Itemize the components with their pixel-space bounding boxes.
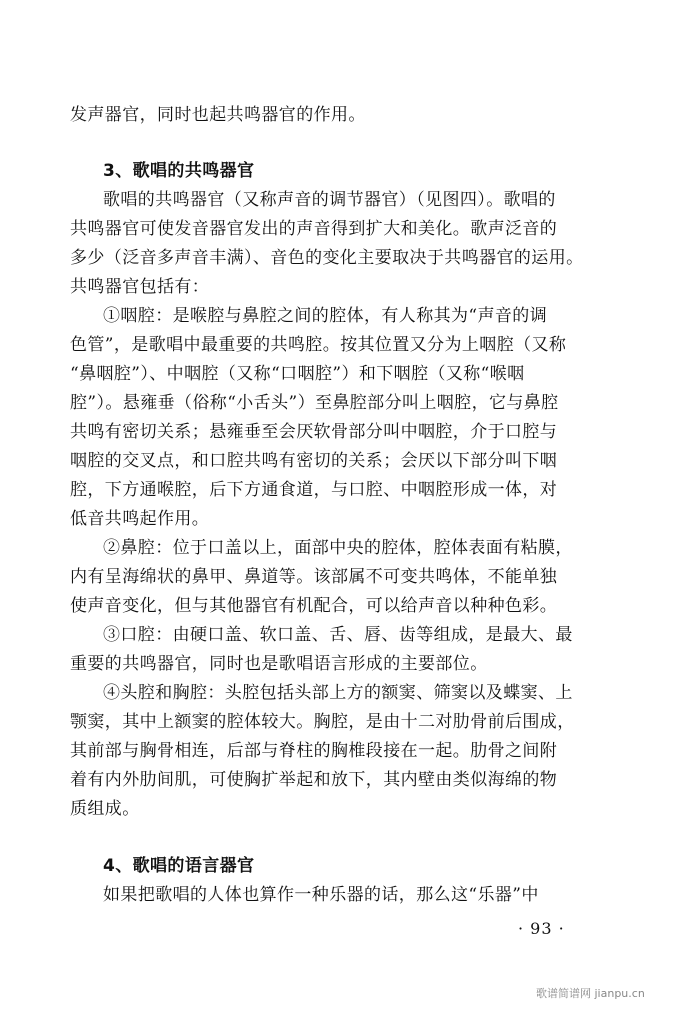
paragraph-line: 颚窦，其中上额窦的腔体较大。胸腔，是由十二对肋骨前后围成， [70, 712, 575, 732]
paragraph-line: 其前部与胸骨相连，后部与脊柱的胸椎段接在一起。肋骨之间附 [70, 741, 558, 761]
paragraph-line: 重要的共鸣器官，同时也是歌唱语言形成的主要部位。 [70, 654, 488, 674]
paragraph-line: 咽腔的交叉点，和口腔共鸣有密切的关系；会厌以下部分叫下咽 [70, 451, 558, 471]
paragraph-line: 共鸣有密切关系；悬雍垂至会厌软骨部分叫中咽腔，介于口腔与 [70, 422, 558, 442]
paragraph-line: 着有内外肋间肌，可使胸扩举起和放下，其内壁由类似海绵的物 [70, 770, 558, 790]
section-heading-resonance: 3、歌唱的共鸣器官 [103, 161, 255, 181]
paragraph-line: ③口腔：由硬口盖、软口盖、舌、唇、齿等组成，是最大、最 [103, 625, 573, 645]
paragraph-line: 腔，下方通喉腔，后下方通食道，与口腔、中咽腔形成一体，对 [70, 480, 558, 500]
paragraph-line: “鼻咽腔”）、中咽腔（又称“口咽腔”）和下咽腔（又称“喉咽 [70, 364, 525, 384]
paragraph-line: 多少（泛音多声音丰满）、音色的变化主要取决于共鸣器官的运用。 [70, 248, 584, 268]
page-number: · 93 · [518, 919, 565, 938]
paragraph-line: 共鸣器官可使发音器官发出的声音得到扩大和美化。歌声泛音的 [70, 219, 558, 239]
paragraph-line: 使声音变化，但与其他器官有机配合，可以给声音以种种色彩。 [70, 596, 558, 616]
paragraph-line: 色管”，是歌唱中最重要的共鸣腔。按其位置又分为上咽腔（又称 [70, 335, 567, 355]
paragraph-line: ④头腔和胸腔：头腔包括头部上方的额窦、筛窦以及蝶窦、上 [103, 683, 573, 703]
paragraph-line: 内有呈海绵状的鼻甲、鼻道等。该部属不可变共鸣体，不能单独 [70, 567, 558, 587]
paragraph-line: 低音共鸣起作用。 [70, 509, 210, 529]
paragraph-line: ①咽腔：是喉腔与鼻腔之间的腔体，有人称其为“声音的调 [103, 306, 548, 326]
paragraph-line: 共鸣器官包括有： [70, 277, 210, 297]
paragraph-line: ②鼻腔：位于口盖以上，面部中央的腔体，腔体表面有粘膜， [103, 538, 573, 558]
paragraph-line: 歌唱的共鸣器官（又称声音的调节器官）（见图四）。歌唱的 [103, 190, 556, 210]
site-watermark: 歌谱简谱网 jianpu.cn [536, 987, 645, 1000]
paragraph-line: 腔”）。悬雍垂（俗称“小舌头”）至鼻腔部分叫上咽腔，它与鼻腔 [70, 393, 559, 413]
paragraph-line: 如果把歌唱的人体也算作一种乐器的话，那么这“乐器”中 [103, 885, 539, 905]
section-heading-language: 4、歌唱的语言器官 [103, 856, 255, 876]
paragraph-line: 发声器官，同时也起共鸣器官的作用。 [70, 105, 366, 125]
paragraph-line: 质组成。 [70, 799, 140, 819]
